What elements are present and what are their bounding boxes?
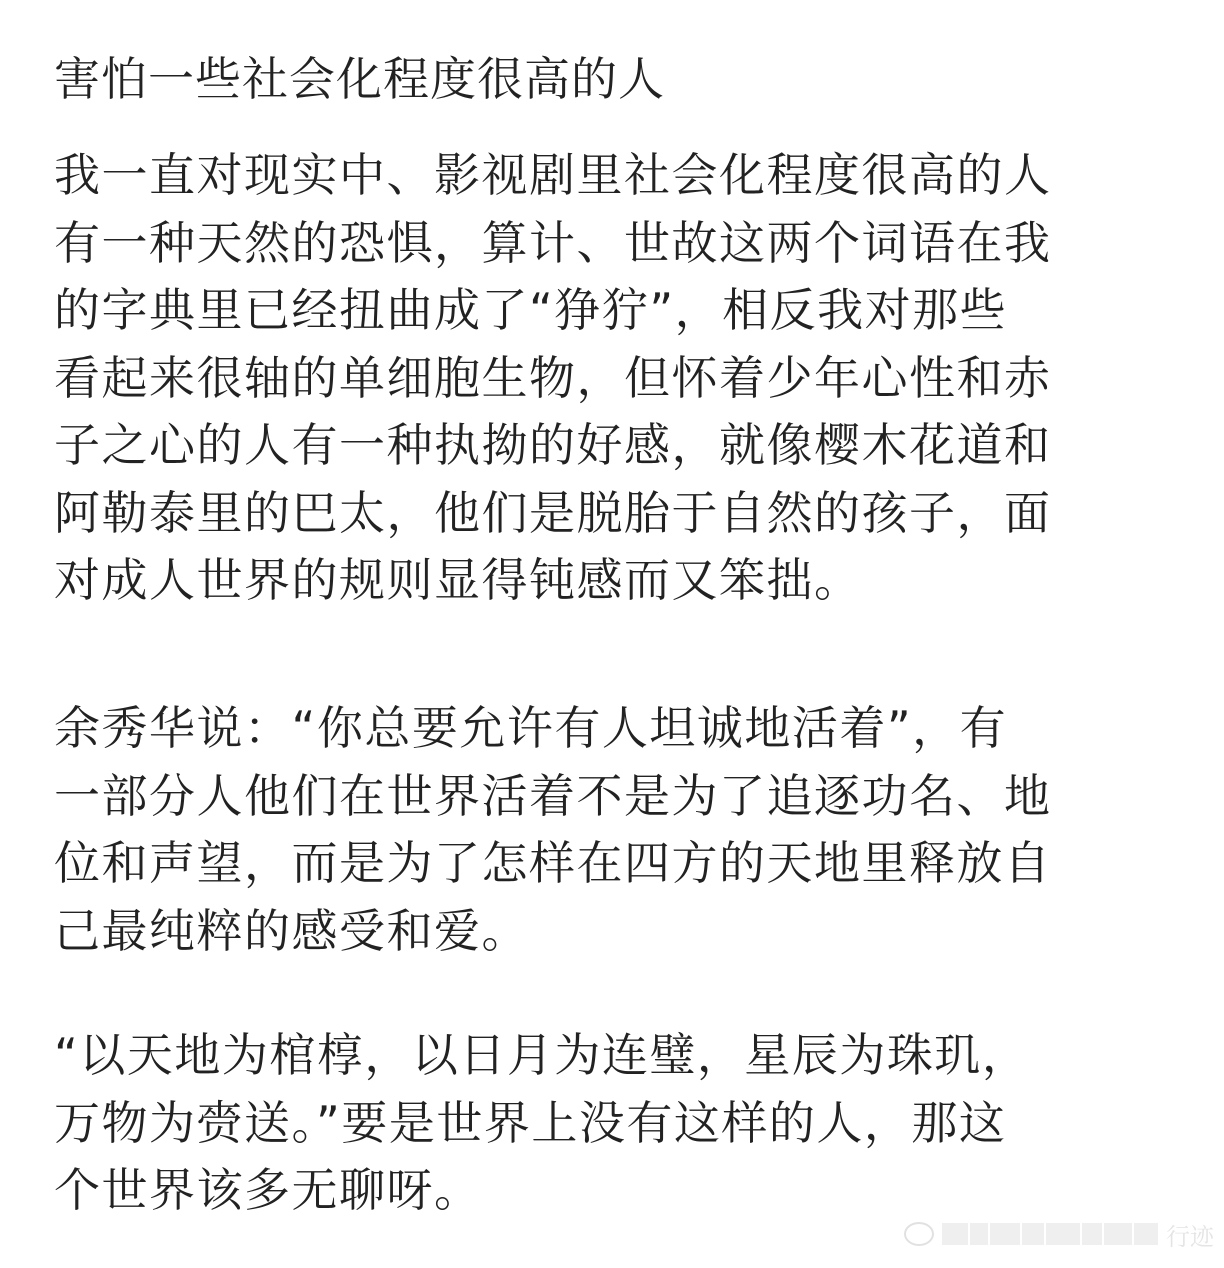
paragraph-line: 子之心的人有一种执拗的好感，就像樱木花道和	[54, 418, 1052, 472]
watermark-bars	[942, 1223, 1158, 1245]
article-title: 害怕一些社会化程度很高的人	[54, 52, 665, 106]
paragraph-line: 万物为赍送。”要是世界上没有这样的人，那这	[54, 1095, 1007, 1150]
paragraph-line: 我一直对现实中、影视剧里社会化程度很高的人	[54, 148, 1052, 202]
watermark	[904, 1218, 1214, 1250]
paragraph-line: 个世界该多无聊呀。	[54, 1163, 482, 1217]
paragraph-line: 的字典里已经扭曲成了“狰狞”，相反我对那些	[54, 283, 1008, 337]
paragraph-line: 看起来很轴的单细胞生物，但怀着少年心性和赤	[54, 350, 1052, 405]
paragraph-2	[54, 695, 1154, 965]
paragraph-line: 己最纯粹的感受和爱。	[54, 903, 529, 958]
watermark-text: 行迹	[1166, 1222, 1214, 1251]
paragraph-line: 有一种天然的恐惧，算计、世故这两个词语在我	[54, 215, 1052, 270]
paragraph-line: 阿勒泰里的巴太，他们是脱胎于自然的孩子，面	[54, 485, 1052, 540]
paragraph-line: 位和声望，而是为了怎样在四方的天地里释放自	[54, 836, 1052, 890]
weibo-logo-icon	[904, 1222, 934, 1246]
paragraph-3	[54, 1022, 1154, 1225]
paragraph-1	[54, 142, 1154, 615]
paragraph-line: 余秀华说：“你总要允许有人坦诚地活着”，有	[54, 701, 1008, 755]
paragraph-line: “以天地为棺椁，以日月为连璧，星辰为珠玑，	[54, 1028, 1030, 1082]
paragraph-line: 对成人世界的规则显得钝感而又笨拙。	[54, 553, 862, 607]
paragraph-line: 一部分人他们在世界活着不是为了追逐功名、地	[54, 768, 1052, 823]
